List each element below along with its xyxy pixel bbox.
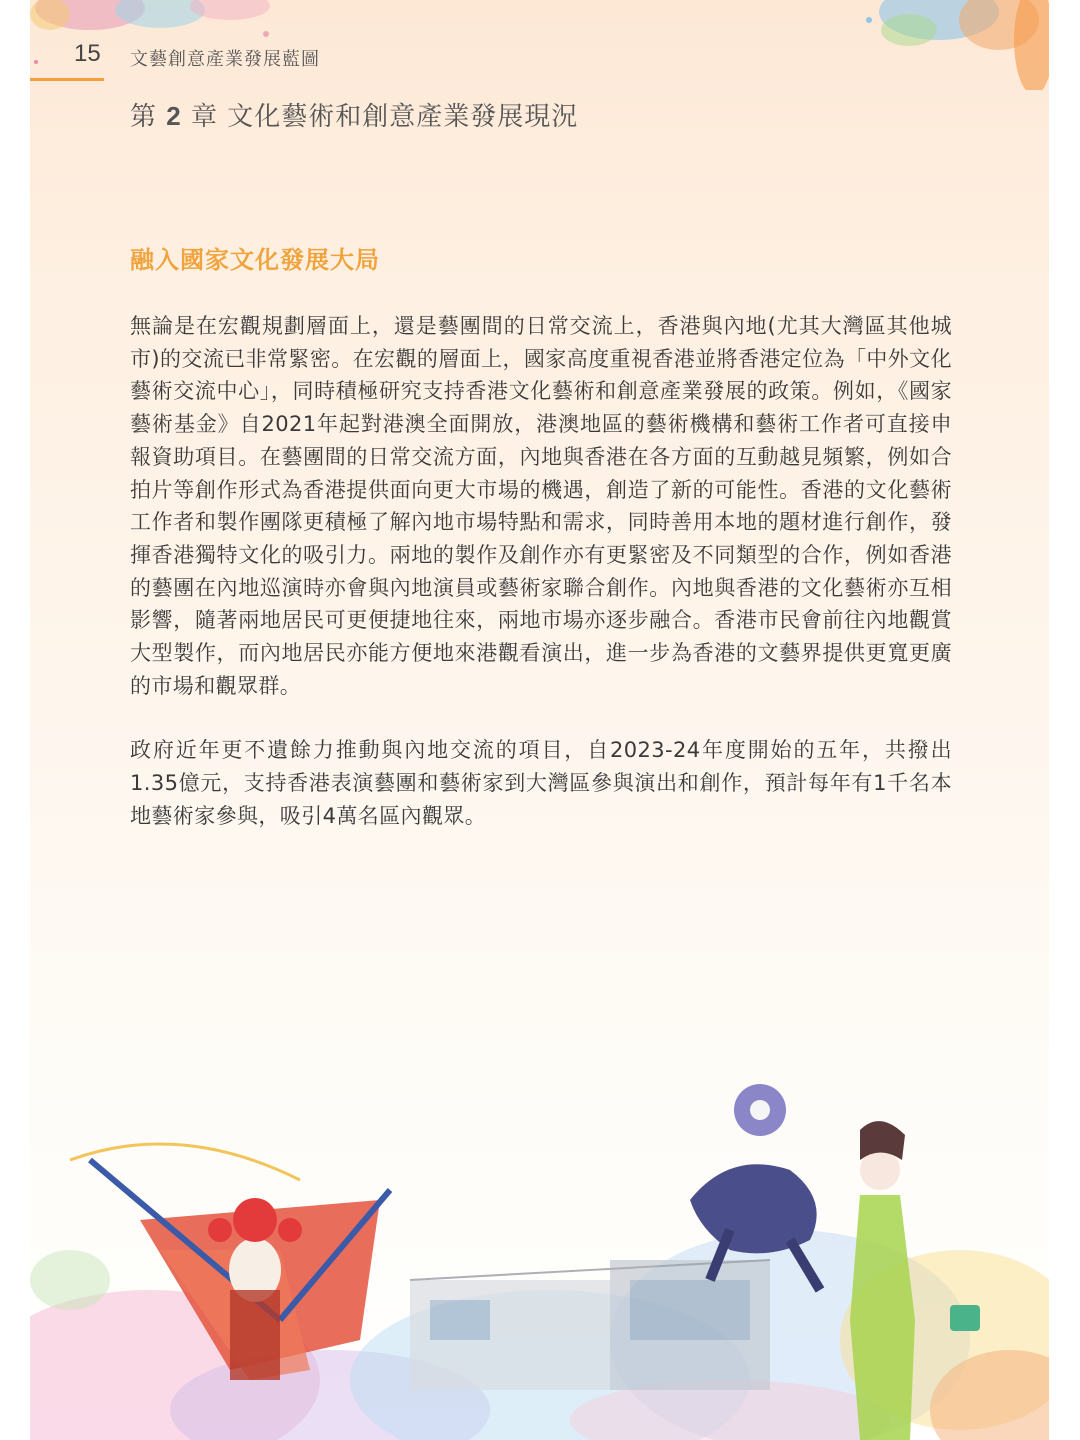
cultural-illustration [30, 1080, 1049, 1440]
section-heading: 融入國家文化發展大局 [130, 246, 380, 274]
page-number: 15 [74, 40, 101, 67]
chapter-name: 文化藝術和創意產業發展現況 [227, 102, 579, 132]
chapter-prefix: 第 [130, 102, 158, 132]
building [410, 1260, 770, 1390]
header-rule [30, 78, 104, 81]
body-text [130, 310, 952, 865]
chapter-number: 2 [166, 101, 182, 131]
document-page [30, 0, 1049, 1440]
chapter-suffix: 章 [191, 102, 219, 132]
paragraph-1: 無論是在宏觀規劃層面上，還是藝團間的日常交流上，香港與內地(尤其大灣區其他城市)的交流已非常緊密。在宏觀的層面上，國家高度重視香港並將香港定位為「中外文化藝術交流中心」，同時積極研究支持香港文化藝術和創意產業發展的政策。例如，《國家藝術基金》自2021年起對港澳全面開放，港澳地區的藝術機構和藝術工作者可直接申報資助項目。在藝團間的日常交流方面，內地與香港在各方面的互動越見頻繁，例如合拍片等創作形式為香港提供面向更大市場的機遇，創造了新的可能性。香港的文化藝術工作者和製作團隊更積極了解內地市場特點和需求，同時善用本地的題材進行創作，發揮香港獨特文化的吸引力。兩地的製作及創作亦有更緊密及不同類型的合作，例如香港的藝團在內地巡演時亦會與內地演員或藝術家聯合創作。內地與香港的文化藝術亦互相影響，隨著兩地居民可更便捷地往來，兩地市場亦逐步融合。香港市民會前往內地觀賞大型製作，而內地居民亦能方便地來港觀看演出，進一步為香港的文藝界提供更寬更廣的市場和觀眾群。 [130, 314, 952, 698]
running-title: 文藝創意產業發展藍圖 [130, 49, 320, 70]
chapter-title [130, 96, 578, 133]
paragraph-2: 政府近年更不遺餘力推動與內地交流的項目，自2023-24年度開始的五年，共撥出1.35億元，支持香港表演藝團和藝術家到大灣區參與演出和創作，預計每年有1千名本地藝術家參與，吸引4萬名區內觀眾。 [130, 738, 952, 828]
watercolor-splash-top-right [849, 0, 1049, 90]
